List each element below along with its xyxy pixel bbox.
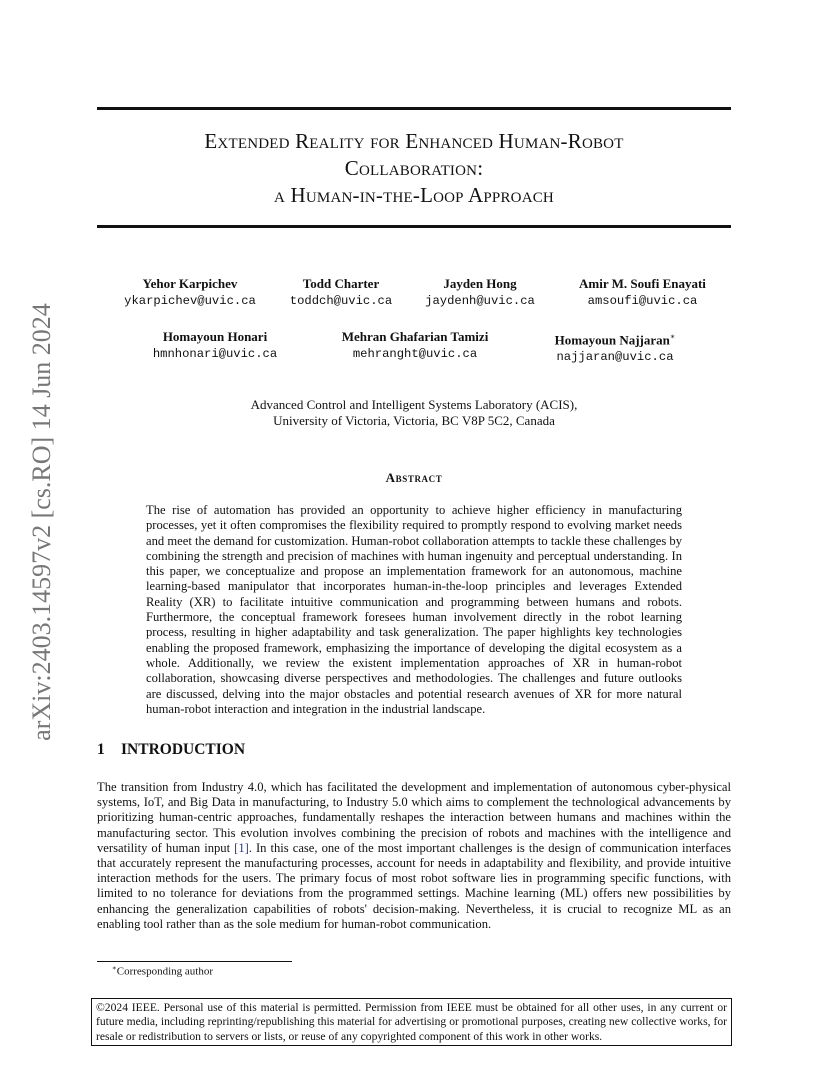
abstract-text: The rise of automation has provided an opportunity to achieve higher efficiency in manufacturing processes, yet it often compromises the flexibility required to promptly respond to evolving market needs and meet the demand for customization. Human-robot collaboration attempts to tackle these challenges by combining the strength and precision of machines with human ingenuity and perceptual understanding. In this paper, we conceptualize and propose an implementation framework for an autonomous, machine learning-based manipulator that incorporates human-in-the-loop principles and leverages Extended Reality (XR) to facilitate intuitive communication and programming between humans and robots. Furthermore, the conceptual framework foresees human involvement directly in the robot learning process, resulting in higher adaptability and task generalization. The paper highlights key technologies enabling the proposed framework, emphasizing the importance of developing the digital ecosystem as a whole. Additionally, we review the existent implementation approaches of XR in human-robot collaboration, showcasing diverse perspectives and methodologies. The challenges and future outlooks are discussed, delving into the major obstacles and potential research avenues of XR for more natural human-robot interaction and integration in the industrial landscape. bbox=[146, 503, 682, 716]
title-line-3: a Human-in-the-Loop Approach bbox=[274, 183, 554, 207]
affiliation-line: University of Victoria, Victoria, BC V8P 5C2, Canada bbox=[273, 413, 555, 428]
title-top-rule bbox=[97, 107, 731, 110]
paper-title bbox=[97, 128, 731, 209]
author-email[interactable]: toddch@uvic.ca bbox=[289, 294, 393, 308]
author-email[interactable]: amsoufi@uvic.ca bbox=[587, 294, 698, 308]
author-block bbox=[540, 329, 690, 365]
title-line-2: Collaboration: bbox=[344, 156, 484, 180]
footnote-mark: ∗ bbox=[112, 964, 117, 972]
author-email[interactable]: hmnhonari@uvic.ca bbox=[152, 347, 278, 361]
author-name: Yehor Karpichev bbox=[142, 276, 238, 291]
intro-text-part: . In this case, one of the most important challenges is the design of communication interfaces that accurately represent the manufacturing processes, account for needs in adaptability and flexibility, and provide intuitive interaction methods for the users. The primary focus of most robot software lies in programming specific functions, with limited to no tolerance for deviations from the programmed settings. Machine learning (ML) offers new possibilities by enhancing the generalization capabilities of robots' decision-making. Nevertheless, it is crucial to recognize ML as an enabling tool rather than as the sole medium for human-robot communication. bbox=[97, 840, 731, 931]
section-number: 1 bbox=[97, 741, 105, 758]
section-title: INTRODUCTION bbox=[121, 741, 246, 758]
author-email[interactable]: najjaran@uvic.ca bbox=[556, 350, 674, 365]
author-name: Todd Charter bbox=[302, 276, 380, 291]
corresponding-author-mark: ∗ bbox=[669, 332, 676, 341]
author-name: Homayoun Honari bbox=[162, 329, 268, 344]
arxiv-identifier: arXiv:2403.14597v2 [cs.RO] 14 Jun 2024 bbox=[27, 303, 56, 741]
intro-text-part: The transition from Industry 4.0, which has facilitated the development and implementation of autonomous cyber-physical systems, IoT, and Big Data in manufacturing, to Industry 5.0 which aims to complement the technological advancements by prioritizing human-centric approaches, fundamentally reshapes the interaction between humans and machines within the manufacturing sector. This evolution involves combining the precision of robots and machines with the intelligence and versatility of human input bbox=[97, 780, 731, 855]
author-block bbox=[115, 276, 265, 309]
author-block bbox=[325, 329, 505, 362]
copyright-notice: ©2024 IEEE. Personal use of this material is permitted. Permission from IEEE must be obtained for all other uses, in any current or future media, including reprinting/republishing this material for advertising or promotional purposes, creating new collective works, for resale or redistribution to servers or lists, or reuse of any copyrighted component of this work in other works. bbox=[91, 998, 732, 1046]
author-block bbox=[276, 276, 406, 309]
author-name: Mehran Ghafarian Tamizi bbox=[341, 329, 489, 344]
citation-link[interactable]: [1] bbox=[234, 840, 249, 855]
introduction-paragraph bbox=[97, 780, 731, 932]
affiliation-line: Advanced Control and Intelligent Systems Laboratory (ACIS), bbox=[250, 397, 578, 412]
author-block bbox=[410, 276, 550, 309]
author-email[interactable]: mehranght@uvic.ca bbox=[352, 347, 478, 361]
author-block bbox=[140, 329, 290, 362]
affiliation bbox=[97, 397, 731, 429]
footnote-rule bbox=[97, 961, 292, 962]
author-name bbox=[540, 329, 690, 348]
footnote-text: Corresponding author bbox=[116, 965, 213, 978]
abstract-heading: Abstract bbox=[385, 470, 443, 485]
author-email[interactable]: jaydenh@uvic.ca bbox=[425, 294, 535, 308]
author-block bbox=[555, 276, 730, 309]
title-bottom-rule bbox=[97, 225, 731, 228]
title-line-1: Extended Reality for Enhanced Human-Robot bbox=[204, 129, 624, 153]
section-heading bbox=[97, 741, 245, 759]
author-name: Amir M. Soufi Enayati bbox=[579, 276, 706, 291]
footnote bbox=[112, 964, 213, 978]
author-name: Jayden Hong bbox=[443, 276, 517, 291]
author-email[interactable]: ykarpichev@uvic.ca bbox=[124, 294, 256, 308]
author-name-text: Homayoun Najjaran bbox=[554, 332, 670, 348]
